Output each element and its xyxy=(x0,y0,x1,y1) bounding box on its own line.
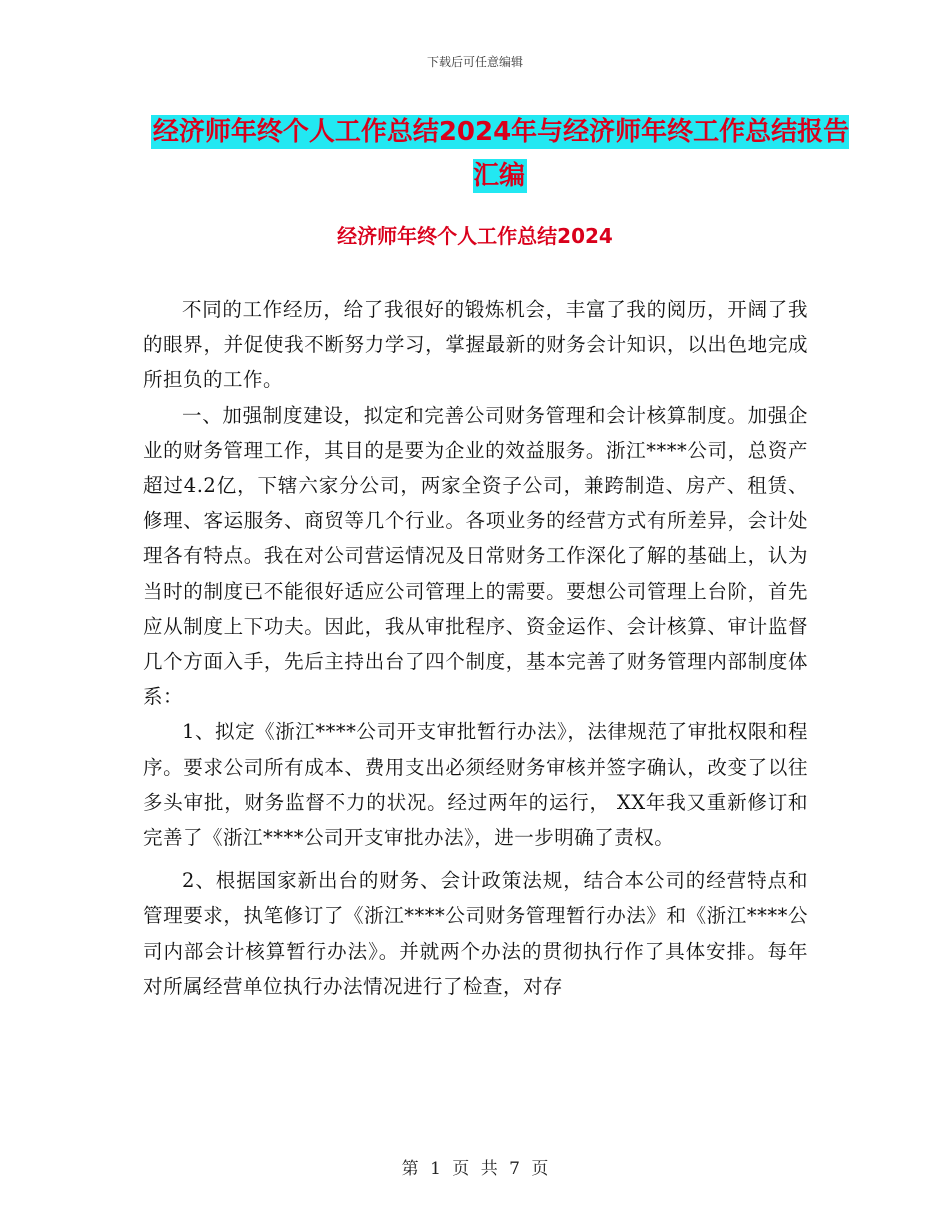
paragraph-intro: 不同的工作经历，给了我很好的锻炼机会，丰富了我的阅历，开阔了我的眼界，并促使我不断努力学习，掌握最新的财务会计知识，以出色地完成所担负的工作。 xyxy=(143,298,808,392)
document-body xyxy=(143,292,808,1004)
document-title-text: 经济师年终个人工作总结2024年与经济师年终工作总结报告汇编 xyxy=(152,117,850,191)
paragraph-item-one: 1、拟定《浙江****公司开支审批暂行办法》，法律规范了审批权限和程序。要求公司所有成本、费用支出必须经财务审核并签字确认，改变了以往多头审批，财务监督不力的状况。经过两年的运行， XX年我又重新修订和完善了《浙江****公司开支审批办法》，进一步明确了责权。 xyxy=(143,720,808,850)
section-title: 经济师年终个人工作总结2024 xyxy=(337,224,613,248)
page-number: 第 1 页 共 7 页 xyxy=(401,1159,549,1179)
paragraph-section-one: 一、加强制度建设，拟定和完善公司财务管理和会计核算制度。加强企业的财务管理工作，其目的是要为企业的效益服务。浙江****公司，总资产超过4.2亿，下辖六家分公司，两家全资子公司，兼跨制造、房产、租赁、修理、客运服务、商贸等几个行业。各项业务的经营方式有所差异，会计处理各有特点。我在对公司营运情况及日常财务工作深化了解的基础上，认为当时的制度已不能很好适应公司管理上的需要。要想公司管理上台阶，首先应从制度上下功夫。因此，我从审批程序、资金运作、会计核算、审计监督几个方面入手，先后主持出台了四个制度，基本完善了财务管理内部制度体系： xyxy=(143,403,808,709)
document-title xyxy=(140,110,860,198)
paragraph-item-two: 2、根据国家新出台的财务、会计政策法规，结合本公司的经营特点和管理要求，执笔修订了《浙江****公司财务管理暂行办法》和《浙江****公司内部会计核算暂行办法》。并就两个办法的贯彻执行作了具体安排。每年对所属经营单位执行办法情况进行了检查，对存 xyxy=(143,869,808,998)
header-note: 下载后可任意编辑 xyxy=(426,55,523,69)
